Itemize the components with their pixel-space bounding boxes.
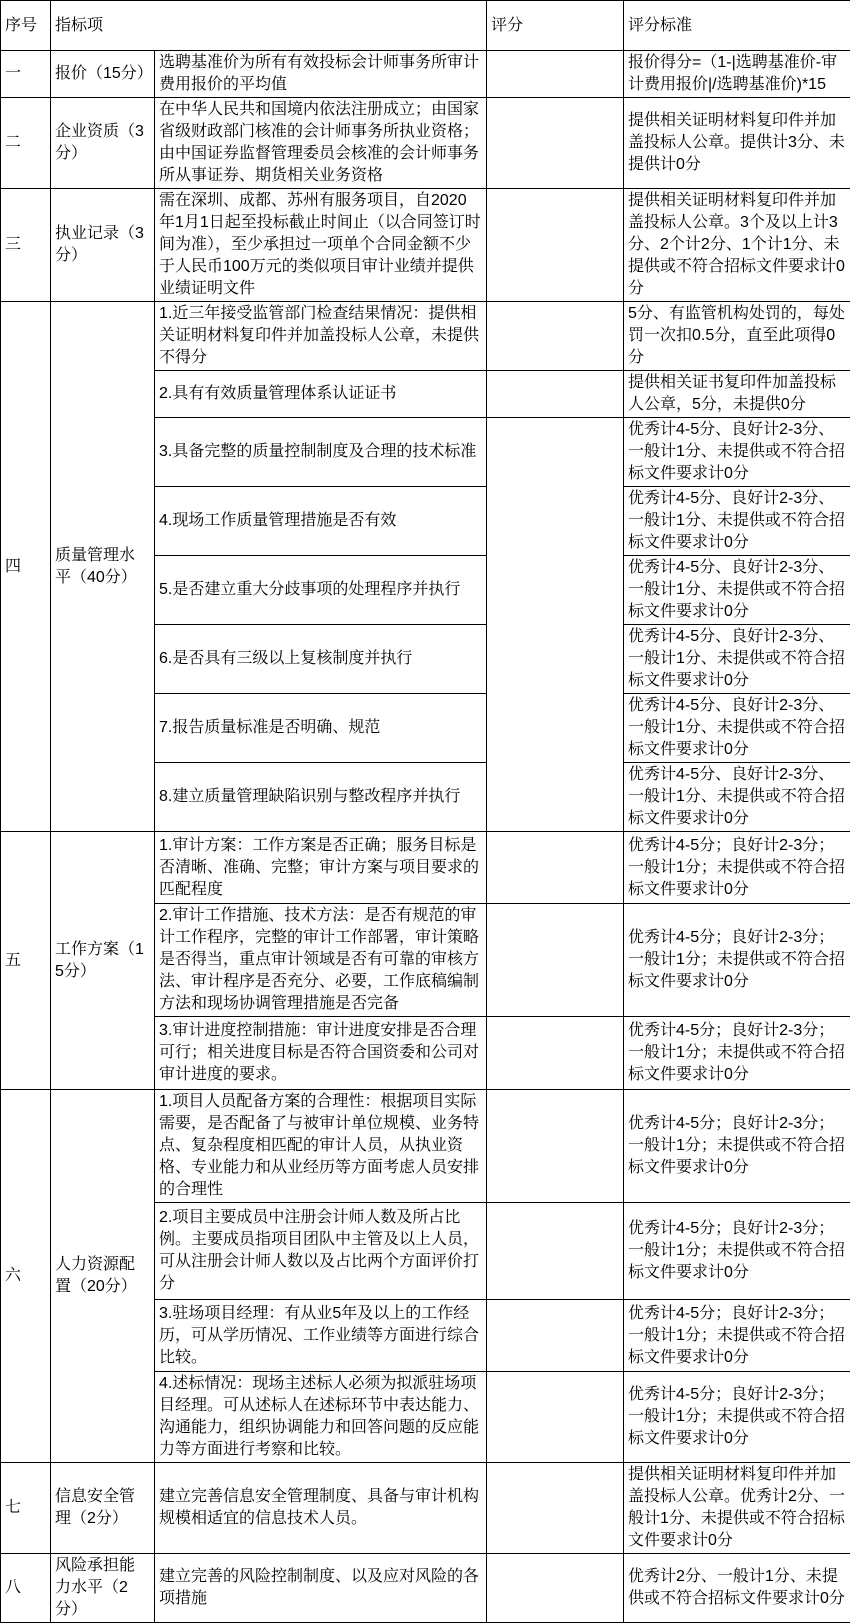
item-text-cell: 建立完善的风险控制制度、以及应对风险的各项措施 [155, 1554, 487, 1623]
table-row [1, 302, 850, 371]
score-cell [487, 904, 624, 1017]
table-header-row [1, 1, 850, 51]
item-text-cell: 7.报告质量标准是否明确、规范 [155, 694, 487, 763]
item-text-cell: 选聘基准价为所有有效投标会计师事务所审计费用报价的平均值 [155, 51, 487, 98]
serial-cell: 五 [1, 832, 51, 1090]
item-text-cell: 2.具有有效质量管理体系认证证书 [155, 371, 487, 418]
criteria-cell: 优秀计4-5分；良好计2-3分；一般计1分；未提供或不符合招标文件要求计0分 [624, 1372, 850, 1463]
table-row [1, 1463, 850, 1554]
item-text-cell: 8.建立质量管理缺陷识别与整改程序并执行 [155, 763, 487, 832]
score-cell [487, 1090, 624, 1203]
criteria-cell: 提供相关证明材料复印件并加盖投标人公章。3个及以上计3分、2个计2分、1个计1分、未提供或不符合招标文件要求计0分 [624, 189, 850, 302]
item-text-cell: 2.项目主要成员中注册会计师人数及所占比例。主要成员指项目团队中主管及以上人员，可从注册会计师人数以及占比两个方面评价打分 [155, 1203, 487, 1300]
criteria-cell: 5分、有监管机构处罚的，每处罚一次扣0.5分，直至此项得0分 [624, 302, 850, 371]
score-cell [487, 1017, 624, 1090]
item-text-cell: 5.是否建立重大分歧事项的处理程序并执行 [155, 556, 487, 625]
indicator-cell: 执业记录（3分） [51, 189, 155, 302]
score-cell [487, 371, 624, 418]
score-cell [487, 51, 624, 98]
indicator-cell: 质量管理水平（40分） [51, 302, 155, 832]
criteria-cell: 优秀计4-5分；良好计2-3分；一般计1分；未提供或不符合招标文件要求计0分 [624, 1017, 850, 1090]
item-text-cell: 6.是否具有三级以上复核制度并执行 [155, 625, 487, 694]
indicator-cell: 风险承担能力水平（2分） [51, 1554, 155, 1623]
header-criteria: 评分标准 [624, 1, 850, 51]
table-row [1, 51, 850, 98]
criteria-cell: 优秀计2分、一般计1分、未提供或不符合招标文件要求计0分 [624, 1554, 850, 1623]
score-cell [487, 98, 624, 189]
criteria-cell: 优秀计4-5分；良好计2-3分；一般计1分；未提供或不符合招标文件要求计0分 [624, 1300, 850, 1372]
indicator-cell: 企业资质（3分） [51, 98, 155, 189]
criteria-cell: 提供相关证明材料复印件并加盖投标人公章。优秀计2分、一般计1分、未提供或不符合招标文件要求计0分 [624, 1463, 850, 1554]
criteria-cell: 优秀计4-5分、良好计2-3分、一般计1分、未提供或不符合招标文件要求计0分 [624, 625, 850, 694]
indicator-cell: 人力资源配置（20分） [51, 1090, 155, 1463]
criteria-cell: 提供相关证明材料复印件并加盖投标人公章。提供计3分、未提供计0分 [624, 98, 850, 189]
criteria-cell: 优秀计4-5分、良好计2-3分、一般计1分、未提供或不符合招标文件要求计0分 [624, 763, 850, 832]
indicator-cell: 报价（15分） [51, 51, 155, 98]
table-row [1, 189, 850, 302]
item-text-cell: 1.项目人员配备方案的合理性：根据项目实际需要，是否配备了与被审计单位规模、业务特点、复杂程度相匹配的审计人员，从执业资格、专业能力和从业经历等方面考虑人员安排的合理性 [155, 1090, 487, 1203]
criteria-cell: 优秀计4-5分；良好计2-3分；一般计1分；未提供或不符合招标文件要求计0分 [624, 1090, 850, 1203]
score-cell [487, 1372, 624, 1463]
score-cell [487, 189, 624, 302]
criteria-cell: 优秀计4-5分、良好计2-3分、一般计1分、未提供或不符合招标文件要求计0分 [624, 556, 850, 625]
serial-cell: 四 [1, 302, 51, 832]
criteria-cell: 优秀计4-5分、良好计2-3分、一般计1分、未提供或不符合招标文件要求计0分 [624, 418, 850, 487]
item-text-cell: 3.具备完整的质量控制制度及合理的技术标准 [155, 418, 487, 487]
indicator-cell: 信息安全管理（2分） [51, 1463, 155, 1554]
serial-cell: 七 [1, 1463, 51, 1554]
score-cell [487, 302, 624, 371]
item-text-cell: 4.述标情况：现场主述标人必须为拟派驻场项目经理。可从述标人在述标环节中表达能力、沟通能力，组织协调能力和回答问题的反应能力等方面进行考察和比较。 [155, 1372, 487, 1463]
item-text-cell: 3.审计进度控制措施：审计进度安排是否合理可行；相关进度目标是否符合国资委和公司对审计进度的要求。 [155, 1017, 487, 1090]
score-cell [487, 1203, 624, 1300]
item-text-cell: 2.审计工作措施、技术方法：是否有规范的审计工作程序，完整的审计工作部署，审计策略是否得当，重点审计领域是否有可靠的审核方法、审计程序是否充分、必要，工作底稿编制方法和现场协调管理措施是否完备 [155, 904, 487, 1017]
header-score: 评分 [487, 1, 624, 51]
criteria-cell: 提供相关证书复印件加盖投标人公章，5分，未提供0分 [624, 371, 850, 418]
serial-cell: 八 [1, 1554, 51, 1623]
serial-cell: 一 [1, 51, 51, 98]
table-row [1, 1554, 850, 1623]
serial-cell: 六 [1, 1090, 51, 1463]
criteria-cell: 优秀计4-5分、良好计2-3分、一般计1分、未提供或不符合招标文件要求计0分 [624, 487, 850, 556]
table-row [1, 832, 850, 904]
serial-cell: 二 [1, 98, 51, 189]
item-text-cell: 4.现场工作质量管理措施是否有效 [155, 487, 487, 556]
item-text-cell: 建立完善信息安全管理制度、具备与审计机构规模相适宜的信息技术人员。 [155, 1463, 487, 1554]
serial-cell: 三 [1, 189, 51, 302]
score-cell [487, 1300, 624, 1372]
item-text-cell: 3.驻场项目经理：有从业5年及以上的工作经历，可从学历情况、工作业绩等方面进行综合比较。 [155, 1300, 487, 1372]
header-indicator: 指标项 [51, 1, 487, 51]
item-text-cell: 在中华人民共和国境内依法注册成立；由国家省级财政部门核准的会计师事务所执业资格；由中国证券监督管理委员会核准的会计师事务所从事证券、期货相关业务资格 [155, 98, 487, 189]
criteria-cell: 优秀计4-5分；良好计2-3分；一般计1分；未提供或不符合招标文件要求计0分 [624, 832, 850, 904]
item-text-cell: 1.审计方案：工作方案是否正确；服务目标是否清晰、准确、完整；审计方案与项目要求的匹配程度 [155, 832, 487, 904]
indicator-cell: 工作方案（15分） [51, 832, 155, 1090]
criteria-cell: 优秀计4-5分、良好计2-3分、一般计1分、未提供或不符合招标文件要求计0分 [624, 694, 850, 763]
header-serial: 序号 [1, 1, 51, 51]
score-cell [487, 1554, 624, 1623]
criteria-cell: 优秀计4-5分；良好计2-3分；一般计1分；未提供或不符合招标文件要求计0分 [624, 1203, 850, 1300]
score-cell [487, 418, 624, 832]
table-row [1, 1090, 850, 1203]
criteria-cell: 优秀计4-5分；良好计2-3分；一般计1分；未提供或不符合招标文件要求计0分 [624, 904, 850, 1017]
item-text-cell: 需在深圳、成都、苏州有服务项目，自2020年1月1日起至投标截止时间止（以合同签订时间为准），至少承担过一项单个合同金额不少于人民币100万元的类似项目审计业绩并提供业绩证明文件 [155, 189, 487, 302]
table-row [1, 98, 850, 189]
score-cell [487, 1463, 624, 1554]
score-cell [487, 832, 624, 904]
item-text-cell: 1.近三年接受监管部门检查结果情况：提供相关证明材料复印件并加盖投标人公章，未提供不得分 [155, 302, 487, 371]
criteria-cell: 报价得分=（1-|选聘基准价-审计费用报价|/选聘基准价)*15 [624, 51, 850, 98]
